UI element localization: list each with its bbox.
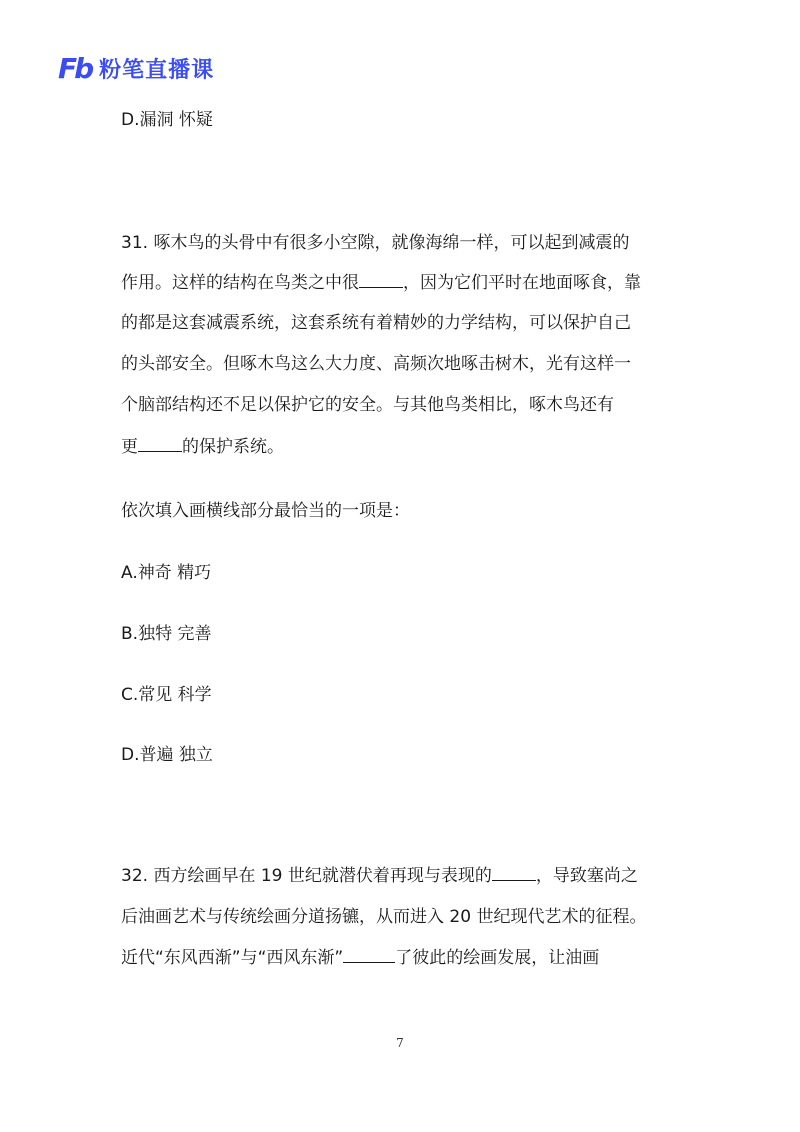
- q32-line-2: 后油画艺术与传统绘画分道扬镳，从而进入 20 世纪现代艺术的征程。: [121, 907, 647, 927]
- q31-option-d: D.普遍 独立: [121, 745, 213, 765]
- q31-line-2-part-2: ，因为它们平时在地面啄食，靠: [403, 273, 641, 293]
- logo-mark: Fb: [58, 51, 92, 85]
- q32-line-3-part-1: 近代“东风西渐”与“西风东渐”: [121, 948, 344, 968]
- logo-text: 粉笔直播课: [99, 57, 215, 83]
- q32-line-1: [121, 864, 638, 888]
- q31-line-5: 个脑部结构还不足以保护它的安全。与其他鸟类相比，啄木鸟还有: [121, 395, 614, 415]
- q31-line-4: 的头部安全。但啄木鸟这么大力度、高频次地啄击树木，光有这样一: [121, 354, 631, 374]
- fill-blank: [138, 435, 182, 452]
- q31-line-6-part-1: 更: [121, 437, 138, 457]
- prev-option-d: D.漏洞 怀疑: [121, 110, 213, 130]
- page-number: 7: [396, 1036, 404, 1050]
- fill-blank: [359, 271, 403, 288]
- q31-option-a: A.神奇 精巧: [121, 563, 212, 583]
- q31-line-1: 31. 啄木鸟的头骨中有很多小空隙，就像海绵一样，可以起到减震的: [121, 233, 630, 253]
- q31-line-2-part-1: 作用。这样的结构在鸟类之中很: [121, 273, 359, 293]
- q31-line-6-part-2: 的保护系统。: [182, 437, 284, 457]
- q31-line-2: [121, 271, 641, 295]
- logo: [58, 50, 214, 86]
- fill-blank: [492, 864, 536, 881]
- q31-prompt: 依次填入画横线部分最恰当的一项是：: [121, 501, 410, 521]
- q32-line-3: [121, 946, 599, 970]
- fill-blank: [343, 946, 395, 963]
- q31-line-3: 的都是这套减震系统，这套系统有着精妙的力学结构，可以保护自己: [121, 313, 631, 333]
- q31-option-c: C.常见 科学: [121, 685, 212, 705]
- q32-line-1-part-2: ，导致塞尚之: [535, 866, 638, 886]
- q32-line-1-part-1: 32. 西方绘画早在 19 世纪就潜伏着再现与表现的: [121, 866, 492, 886]
- q31-option-b: B.独特 完善: [121, 624, 212, 644]
- q32-line-3-part-2: 了彼此的绘画发展，让油画: [395, 948, 600, 968]
- q31-line-6: [121, 435, 284, 459]
